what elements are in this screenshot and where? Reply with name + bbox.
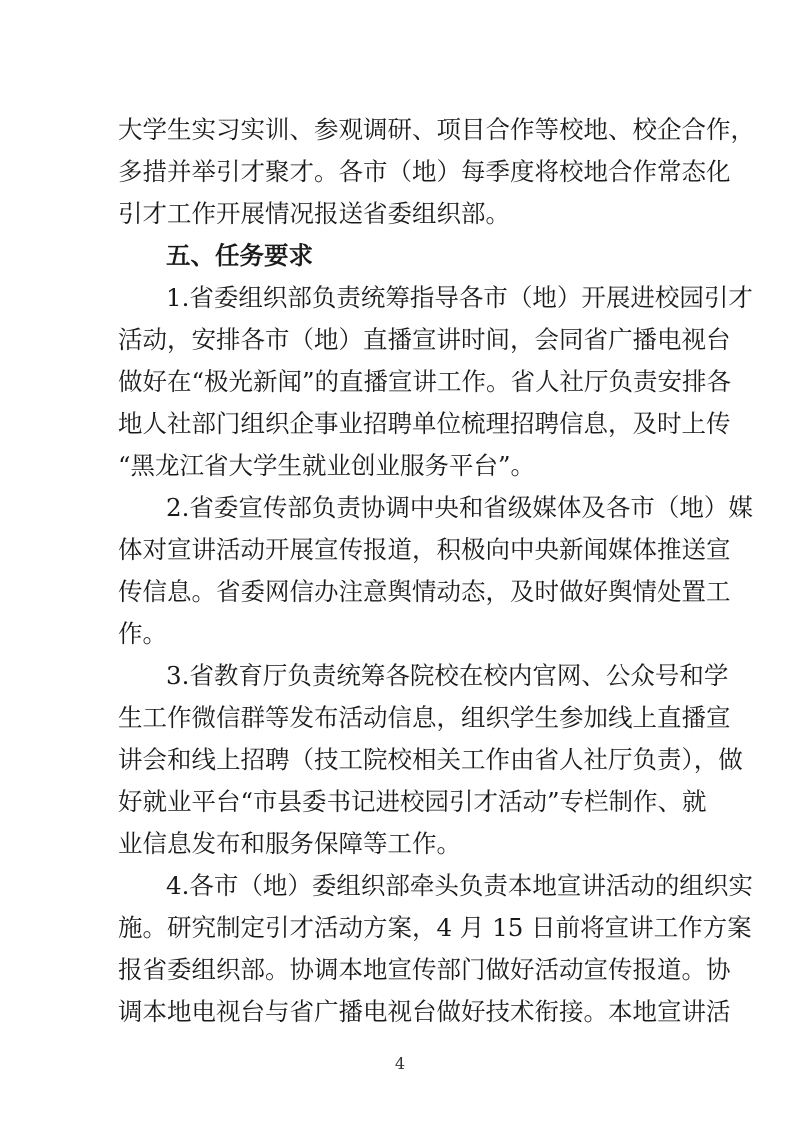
body-text-line: 地人社部门组织企事业招聘单位梳理招聘信息，及时上传 [118,409,731,438]
body-text-line: 作。 [118,619,167,648]
body-text-line: 做好在“极光新闻”的直播宣讲工作。省人社厅负责安排各 [118,367,732,396]
body-text-line: 好就业平台“市县委书记进校园引才活动”专栏制作、就 [118,787,707,816]
body-text-line: 引才工作开展情况报送省委组织部。 [118,199,510,228]
body-text-line: 3.省教育厅负责统筹各院校在校内官网、公众号和学 [166,661,729,690]
body-text-line: 施。研究制定引才活动方案，4 月 15 日前将宣讲工作方案 [118,913,752,942]
body-text-line: 活动，安排各市（地）直播宣讲时间，会同省广播电视台 [118,325,731,354]
page-number: 4 [394,1054,406,1073]
body-text-line: 业信息发布和服务保障等工作。 [118,829,461,858]
body-text-line: 大学生实习实训、参观调研、项目合作等校地、校企合作， [118,115,755,144]
body-text-line: 生工作微信群等发布活动信息，组织学生参加线上直播宣 [118,703,731,732]
body-text-line: 2.省委宣传部负责协调中央和省级媒体及各市（地）媒 [166,493,753,522]
body-text-line: 报省委组织部。协调本地宣传部门做好活动宣传报道。协 [118,955,731,984]
body-text-line: 1.省委组织部负责统筹指导各市（地）开展进校园引才 [166,283,753,312]
body-text-line: 多措并举引才聚才。各市（地）每季度将校地合作常态化 [118,157,731,186]
section-heading: 五、任务要求 [166,241,313,270]
body-text-line: 体对宣讲活动开展宣传报道，积极向中央新闻媒体推送宣 [118,535,731,564]
body-text-line: “黑龙江省大学生就业创业服务平台”。 [118,451,536,480]
body-text-line: 讲会和线上招聘（技工院校相关工作由省人社厅负责），做 [118,745,743,774]
body-text-line: 4.各市（地）委组织部牵头负责本地宣讲活动的组织实 [166,871,753,900]
body-text-line: 调本地电视台与省广播电视台做好技术衔接。本地宣讲活 [118,997,731,1026]
body-text-line: 传信息。省委网信办注意舆情动态，及时做好舆情处置工 [118,577,731,606]
